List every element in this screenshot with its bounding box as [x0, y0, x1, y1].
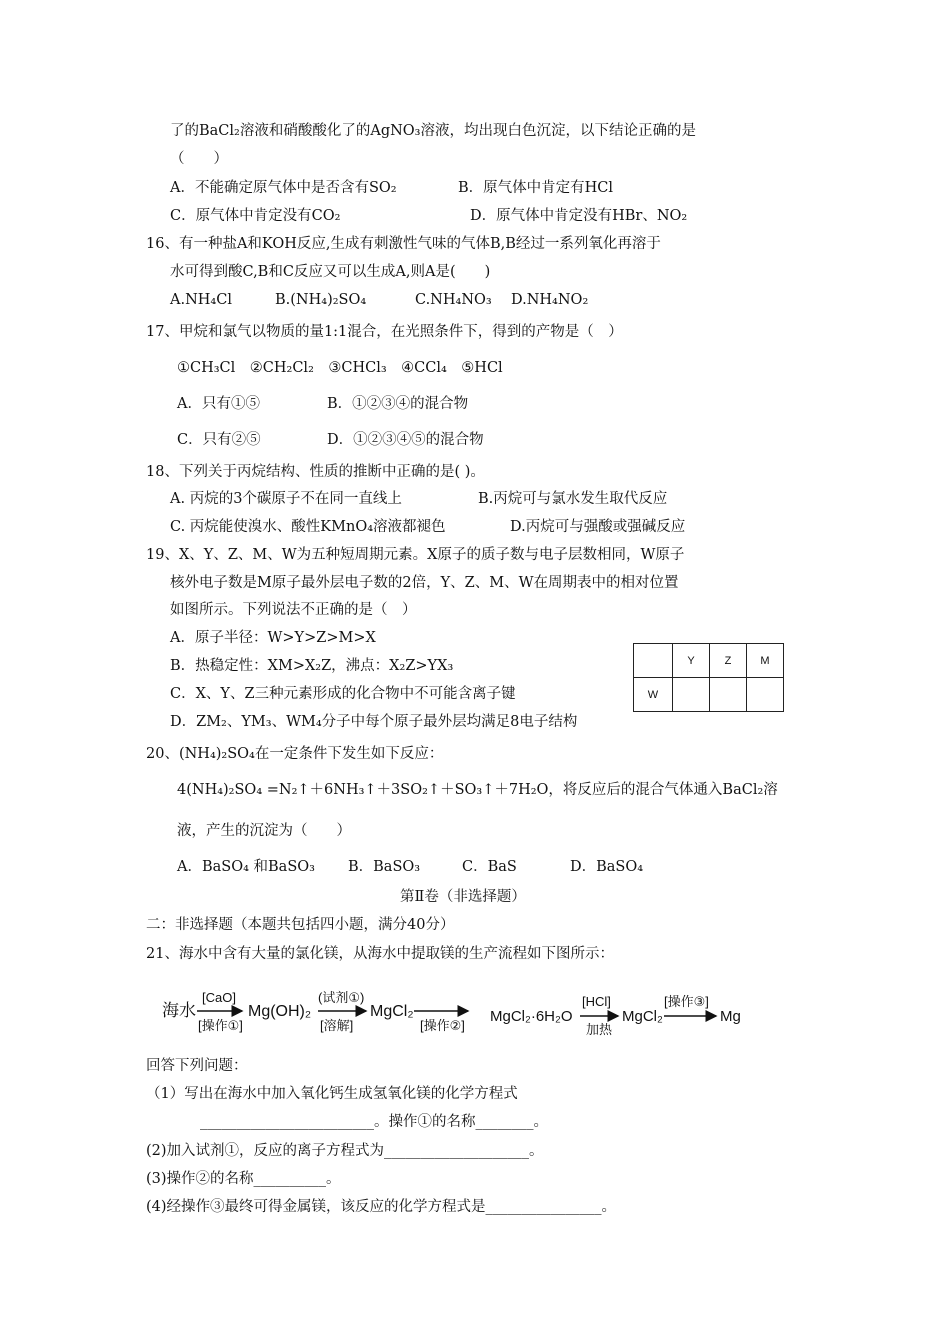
q15-continuation: 了的BaCl₂溶液和硝酸酸化了的AgNO₃溶液，均出现白色沉淀，以下结论正确的是 [170, 123, 696, 139]
periodic-table-fragment [633, 643, 784, 712]
q18-stem: 18、下列关于丙烷结构、性质的推断中正确的是( )。 [146, 464, 485, 480]
section-2-title: 第Ⅱ卷（非选择题） [400, 889, 526, 905]
q20-option-b: B．BaSO₃ [348, 859, 421, 875]
q20-option-d: D．BaSO₄ [570, 859, 644, 875]
flow-op1: [操作①] [198, 1018, 243, 1033]
flow-mgcl2-b: MgCl₂ [622, 1008, 663, 1025]
q17-option-b: B．①②③④的混合物 [327, 396, 469, 412]
q20-stem: 20、(NH₄)₂SO₄在一定条件下发生如下反应： [146, 746, 444, 762]
table-row [634, 644, 784, 678]
q15-option-b: B．原气体中肯定有HCl [458, 180, 614, 196]
q17-option-c: C．只有②⑤ [177, 432, 261, 448]
magnesium-flow-diagram [152, 978, 752, 1040]
q15-option-c: C．原气体中肯定没有CO₂ [170, 208, 341, 224]
sub-question-2: (2)加入试剂①，反应的离子方程式为____________________。 [146, 1143, 544, 1159]
flow-mg: Mg [720, 1008, 741, 1025]
flow-cao: [CaO] [202, 990, 236, 1005]
q19-option-a: A．原子半径：W>Y>Z>M>X [170, 630, 376, 646]
q19-stem: 19、X、Y、Z、M、W为五种短周期元素。X原子的质子数与电子层数相同，W原子 [146, 547, 685, 563]
flow-op2: [操作②] [420, 1018, 465, 1033]
table-cell [673, 678, 710, 712]
q20-option-c: C．BaS [462, 859, 517, 875]
q18-option-d: D.丙烷可与强酸或强碱反应 [510, 519, 686, 535]
q18-option-c: C. 丙烷能使溴水、酸性KMnO₄溶液都褪色 [170, 519, 446, 535]
q20-option-a: A．BaSO₄ 和BaSO₃ [177, 859, 315, 875]
table-cell: Y [673, 644, 710, 678]
q16-option-a: A.NH₄Cl [170, 292, 232, 308]
flow-dissolve: [溶解] [320, 1018, 354, 1033]
q17-stem: 17、甲烷和氯气以物质的量1:1混合，在光照条件下，得到的产物是（ ） [146, 324, 623, 340]
flow-reagent: (试剂①) [318, 990, 365, 1005]
q19-option-d: D．ZM₂、YM₃、WM₄分子中每个原子最外层均满足8电子结构 [170, 714, 578, 730]
table-row [634, 678, 784, 712]
table-cell [634, 644, 673, 678]
table-cell: Z [710, 644, 747, 678]
flow-op3: [操作③] [664, 994, 709, 1009]
q16-option-b: B.(NH₄)₂SO₄ [275, 292, 367, 308]
sub-question-4: (4)经操作③最终可得金属镁，该反应的化学方程式是________________。 [146, 1199, 617, 1215]
q18-option-a: A. 丙烷的3个碳原子不在同一直线上 [170, 491, 402, 507]
table-cell [710, 678, 747, 712]
q19-option-c: C．X、Y、Z三种元素形成的化合物中不可能含离子键 [170, 686, 516, 702]
q19-stem-2: 核外电子数是M原子最外层电子数的2倍，Y、Z、M、W在周期表中的相对位置 [170, 575, 679, 591]
q17-option-a: A．只有①⑤ [177, 396, 260, 412]
q17-option-d: D．①②③④⑤的混合物 [327, 432, 484, 448]
q20-equation: 4(NH₄)₂SO₄ =N₂↑＋6NH₃↑＋3SO₂↑＋SO₃↑＋7H₂O，将反应后的混合气体通入BaCl₂溶 [177, 782, 778, 798]
flow-seawater: 海水 [162, 1001, 196, 1020]
q15-answer-paren: （ ） [170, 151, 228, 167]
q18-option-b: B.丙烷可与氯水发生取代反应 [478, 491, 668, 507]
sub-question-1: （1）写出在海水中加入氧化钙生成氢氧化镁的化学方程式 [146, 1086, 518, 1102]
q16-option-c: C.NH₄NO₃ [415, 292, 492, 308]
q17-items: ①CH₃Cl ②CH₂Cl₂ ③CHCl₃ ④CCl₄ ⑤HCl [177, 360, 503, 376]
q16-stem: 16、有一种盐A和KOH反应,生成有刺激性气味的气体B,B经过一系列氧化再溶于 [146, 236, 661, 252]
flow-mgcl2: MgCl₂ [370, 1003, 414, 1020]
q15-option-d: D．原气体中肯定没有HBr、NO₂ [470, 208, 688, 224]
q15-option-a: A．不能确定原气体中是否含有SO₂ [170, 180, 397, 196]
q16-option-d: D.NH₄NO₂ [511, 292, 589, 308]
table-cell: M [747, 644, 784, 678]
answer-heading: 回答下列问题： [146, 1058, 248, 1074]
sub-question-3: (3)操作②的名称__________。 [146, 1171, 341, 1187]
flow-hydrate: MgCl₂·6H₂O [490, 1008, 573, 1025]
q19-option-b: B．热稳定性：XM>X₂Z，沸点：X₂Z>YX₃ [170, 658, 454, 674]
q19-stem-3: 如图所示。下列说法不正确的是（ ） [170, 602, 417, 618]
table-cell [747, 678, 784, 712]
flow-heat: 加热 [586, 1022, 613, 1037]
q16-stem-2: 水可得到酸C,B和C反应又可以生成A,则A是( ) [170, 264, 491, 280]
sub-question-1-blank: ________________________。操作①的名称________。 [200, 1114, 548, 1130]
q21-stem: 21、海水中含有大量的氯化镁，从海水中提取镁的生产流程如下图所示： [146, 946, 614, 962]
table-cell: W [634, 678, 673, 712]
q20-stem-2: 液，产生的沉淀为（ ） [177, 823, 351, 839]
flow-hcl: [HCl] [582, 994, 611, 1009]
part-2-heading: 二：非选择题（本题共包括四小题，满分40分） [146, 917, 455, 933]
flow-mgoh2: Mg(OH)₂ [248, 1003, 312, 1020]
